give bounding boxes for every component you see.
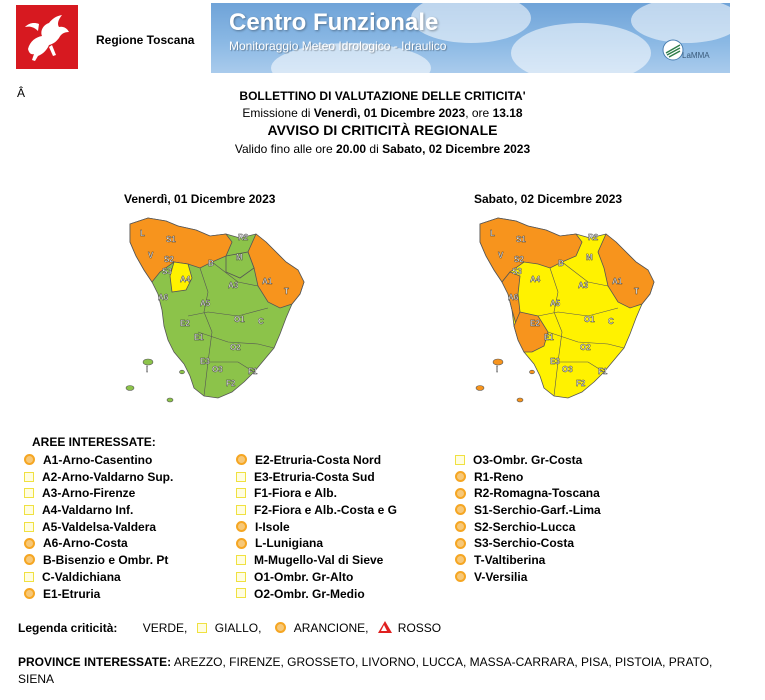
zone-label: A6	[508, 293, 519, 302]
legend-verde: VERDE,	[142, 621, 188, 635]
orange-circle-icon	[24, 454, 35, 465]
island-shape	[167, 398, 173, 402]
area-item	[236, 519, 397, 536]
stray-character: Â	[17, 86, 26, 100]
zone-label: O1	[234, 315, 245, 324]
area-label: A6-Arno-Costa	[43, 536, 128, 551]
zone-label: A6	[158, 293, 169, 302]
area-item	[24, 586, 173, 603]
area-item	[236, 502, 397, 519]
zone-label: L	[140, 229, 145, 238]
area-label: O1-Ombr. Gr-Alto	[254, 569, 354, 584]
area-label: A1-Arno-Casentino	[43, 453, 153, 467]
lamma-icon	[662, 39, 684, 61]
zone-label: S2	[164, 255, 174, 264]
provinces-label: PROVINCE INTERESSATE:	[18, 655, 172, 669]
zone-label: S3	[162, 267, 172, 276]
zone-label: E1	[194, 333, 204, 342]
map-date-friday: Venerdì, 01 Dicembre 2023	[124, 192, 276, 206]
zone-label: E2	[180, 319, 190, 328]
alert-map-saturday	[458, 212, 668, 417]
area-item	[455, 502, 601, 519]
area-item	[236, 452, 397, 469]
area-label: A2-Arno-Valdarno Sup.	[42, 469, 174, 484]
orange-circle-icon	[455, 521, 466, 532]
areas-column-2	[236, 452, 397, 602]
zone-label: A1	[262, 277, 273, 286]
area-label: B-Bisenzio e Ombr. Pt	[43, 553, 169, 568]
zone-label: S3	[512, 267, 522, 276]
zone-label: T	[634, 287, 639, 296]
orange-circle-icon	[236, 538, 247, 549]
zone-label: O2	[580, 343, 591, 352]
zone-label: B	[558, 259, 564, 268]
area-item	[455, 469, 601, 486]
area-label: F1-Fiora e Alb.	[254, 486, 337, 501]
yellow-square-icon	[236, 488, 246, 498]
zone-label: I	[496, 365, 499, 374]
area-label: A5-Valdelsa-Valdera	[42, 519, 157, 534]
map-date-saturday: Sabato, 02 Dicembre 2023	[474, 192, 623, 206]
zone-label: C	[608, 317, 614, 326]
areas-column-3	[455, 452, 601, 586]
orange-circle-icon	[455, 504, 466, 515]
yellow-square-icon	[236, 555, 246, 565]
provinces-list: AREZZO, FIRENZE, GROSSETO, LIVORNO, LUCCA, MASSA-CARRARA, PISA, PISTOIA, PRATO, SIENA	[18, 655, 713, 686]
area-item	[236, 469, 397, 486]
emission-line: Emissione di Venerdì, 01 Dicembre 2023, ore 13.18	[242, 106, 523, 120]
area-item	[236, 586, 397, 603]
zone-label: A4	[530, 275, 541, 284]
yellow-square-icon	[24, 472, 34, 482]
island-shape	[180, 370, 185, 374]
zone-label: S2	[514, 255, 524, 264]
yellow-square-icon	[24, 505, 34, 515]
zone-label: F1	[248, 367, 258, 376]
zone-label: M	[236, 253, 243, 262]
centro-funzionale-banner	[211, 3, 730, 73]
orange-circle-icon	[455, 538, 466, 549]
zone-label: I	[146, 365, 149, 374]
zone-label: F2	[226, 379, 236, 388]
orange-circle-icon	[24, 554, 35, 565]
area-label: S1-Serchio-Garf.-Lima	[474, 503, 601, 518]
region-logo	[16, 5, 78, 69]
region-name: Regione Toscana	[96, 33, 195, 47]
legend	[18, 621, 441, 635]
orange-circle-icon	[236, 521, 247, 532]
area-item	[455, 552, 601, 569]
zone-label: S1	[516, 235, 526, 244]
areas-title: AREE INTERESSATE:	[32, 435, 156, 449]
area-label: E2-Etruria-Costa Nord	[255, 453, 382, 467]
area-item	[236, 535, 397, 552]
area-label: R1-Reno	[474, 469, 524, 484]
area-item	[236, 552, 397, 569]
zone-label: A3	[578, 281, 589, 290]
area-label: M-Mugello-Val di Sieve	[254, 553, 384, 568]
zone-label: V	[498, 251, 504, 260]
yellow-square-icon	[455, 455, 465, 465]
area-label: L-Lunigiana	[255, 536, 323, 551]
yellow-square-icon	[197, 623, 207, 633]
zone-label: A4	[180, 275, 191, 284]
island-shape	[530, 370, 535, 374]
yellow-square-icon	[236, 472, 246, 482]
yellow-square-icon	[24, 572, 34, 582]
legend-label: Legenda criticità:	[18, 621, 118, 635]
zone-label: O3	[212, 365, 223, 374]
zone-label: L	[490, 229, 495, 238]
area-item	[24, 452, 173, 469]
area-label: C-Valdichiana	[42, 569, 121, 584]
area-item	[455, 519, 601, 536]
area-label: E3-Etruria-Costa Sud	[254, 469, 375, 484]
yellow-square-icon	[236, 588, 246, 598]
area-item	[24, 469, 173, 486]
zone-label: V	[148, 251, 154, 260]
notice-title: AVVISO DI CRITICITÀ REGIONALE	[267, 122, 498, 138]
zone-label: B	[208, 259, 214, 268]
area-item	[236, 569, 397, 586]
zone-label: O2	[230, 343, 241, 352]
orange-circle-icon	[24, 588, 35, 599]
zone-label: O1	[584, 315, 595, 324]
orange-circle-icon	[455, 488, 466, 499]
legend-rosso: ROSSO	[397, 621, 442, 635]
alert-map-friday	[108, 212, 318, 417]
region-header	[10, 3, 208, 73]
emission-day: Venerdì, 01 Dicembre 2023	[313, 106, 466, 120]
area-label: O2-Ombr. Gr-Medio	[254, 586, 365, 601]
area-label: A3-Arno-Firenze	[42, 486, 136, 501]
zone-label: S1	[166, 235, 176, 244]
yellow-square-icon	[24, 522, 34, 532]
area-label: V-Versilia	[474, 569, 528, 584]
validity-line: Valido fino alle ore 20.00 di Sabato, 02 Dicembre 2023	[234, 142, 531, 156]
provinces-line	[18, 654, 718, 688]
area-label: F2-Fiora e Alb.-Costa e G	[254, 503, 397, 518]
orange-circle-icon	[455, 471, 466, 482]
zone-label: A5	[550, 299, 561, 308]
zone-label: F1	[598, 367, 608, 376]
pegasus-icon	[16, 5, 78, 69]
area-item	[24, 569, 173, 586]
yellow-square-icon	[236, 505, 246, 515]
zone-label: E1	[544, 333, 554, 342]
red-triangle-icon	[378, 621, 392, 633]
area-item	[455, 485, 601, 502]
area-item	[24, 552, 173, 569]
zone-label: O3	[562, 365, 573, 374]
valid-time: 20.00	[336, 142, 367, 156]
area-item	[236, 485, 397, 502]
island-shape	[517, 398, 523, 402]
area-item	[24, 535, 173, 552]
area-label: R2-Romagna-Toscana	[474, 486, 600, 501]
orange-circle-icon	[455, 554, 466, 565]
area-item	[455, 452, 601, 469]
area-label: I-Isole	[255, 519, 290, 534]
orange-circle-icon	[24, 538, 35, 549]
area-label: O3-Ombr. Gr-Costa	[473, 453, 583, 467]
area-label: S2-Serchio-Lucca	[474, 519, 576, 534]
island-shape	[126, 386, 134, 391]
zone-label: A5	[200, 299, 211, 308]
orange-circle-icon	[455, 571, 466, 582]
zone-label: T	[284, 287, 289, 296]
yellow-square-icon	[24, 488, 34, 498]
area-label: S3-Serchio-Costa	[474, 536, 575, 551]
legend-giallo: GIALLO,	[214, 621, 262, 635]
banner-subtitle: Monitoraggio Meteo Idrologico - Idraulico	[229, 39, 447, 53]
emission-time: 13.18	[492, 106, 523, 120]
area-label: A4-Valdarno Inf.	[42, 503, 134, 518]
banner-title: Centro Funzionale	[229, 9, 439, 36]
zone-label: R2	[238, 233, 249, 242]
area-label: E1-Etruria	[43, 586, 101, 601]
area-item	[455, 535, 601, 552]
zone-label: F2	[576, 379, 586, 388]
lamma-logo	[662, 37, 722, 65]
bulletin-title: BOLLETTINO DI VALUTAZIONE DELLE CRITICITA'	[239, 89, 526, 103]
legend-arancione: ARANCIONE,	[293, 621, 369, 635]
island-shape	[476, 386, 484, 391]
yellow-square-icon	[236, 572, 246, 582]
zone-label: A3	[228, 281, 239, 290]
area-item	[455, 569, 601, 586]
lamma-label: LaMMA	[682, 51, 710, 60]
area-item	[24, 485, 173, 502]
orange-circle-icon	[275, 622, 286, 633]
area-item	[24, 519, 173, 536]
area-label: T-Valtiberina	[474, 553, 546, 568]
zone-label: M	[586, 253, 593, 262]
area-item	[24, 502, 173, 519]
zone-label: E3	[550, 357, 560, 366]
areas-column-1	[24, 452, 173, 602]
zone-label: E2	[530, 319, 540, 328]
zone-label: R2	[588, 233, 599, 242]
orange-circle-icon	[236, 454, 247, 465]
zone-label: C	[258, 317, 264, 326]
zone-label: A1	[612, 277, 623, 286]
zone-label: E3	[200, 357, 210, 366]
valid-day: Sabato, 02 Dicembre 2023	[382, 142, 531, 156]
